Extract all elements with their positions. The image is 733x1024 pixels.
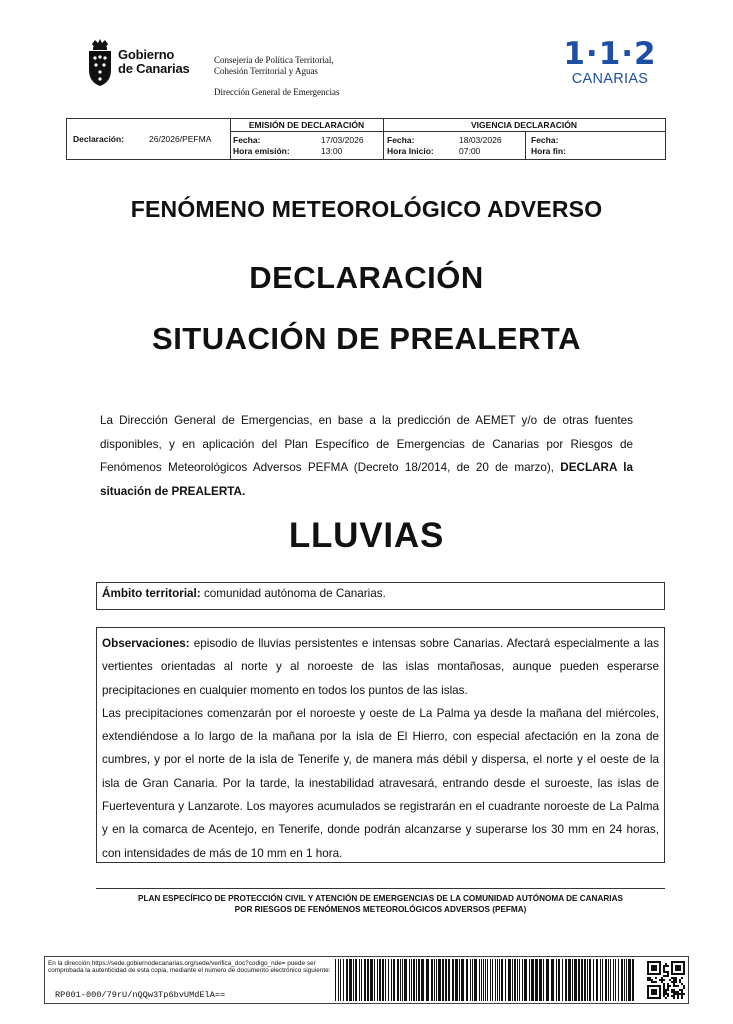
direccion-general: Dirección General de Emergencias — [214, 87, 340, 97]
observaciones-box — [96, 627, 665, 863]
observaciones-text-1: episodio de lluvias persistentes e intensas sobre Canarias. Afectará especialmente a las vertientes orientadas al norte y al noroeste de las islas montañosas, aunque pueden esperarse precipitaciones en cualquier momento en todos los puntos de las islas. — [102, 637, 659, 697]
footer-divider-top — [96, 888, 665, 889]
emision-hora-value: 13:00 — [321, 146, 343, 156]
emision-fecha-value: 17/03/2026 — [321, 135, 364, 145]
footer-line1: PLAN ESPECÍFICO DE PROTECCIÓN CIVIL Y ATENCIÓN DE EMERGENCIAS DE LA COMUNIDAD AUTÓNOMA DE CANARIAS — [138, 894, 623, 903]
ambito-value: comunidad autónoma de Canarias. — [203, 587, 386, 600]
gov-name-line1: Gobierno — [118, 47, 175, 62]
emision-header: EMISIÓN DE DECLARACIÓN — [248, 120, 365, 130]
consejeria-line2: Cohesión Territorial y Aguas — [214, 66, 318, 76]
footer-line2: POR RIESGOS DE FENÓMENOS METEOROLÓGICOS ADVERSOS (PEFMA) — [234, 905, 527, 914]
phenomenon-title: FENÓMENO METEOROLÓGICO ADVERSO — [130, 196, 603, 222]
observaciones-paragraph-2: Las precipitaciones comenzarán por el noroeste y oeste de La Palma ya desde la mañana del miércoles, extendiéndose a lo largo de la mañana por la isla de El Hierro, con especial afectación en la zona de cumbres, y por el norte de la isla de Tenerife y, de manera más débil y dispersa, el norte y el oeste de la isla de Gran Canaria. Por la tarde, la inestabilidad atravesará, entrando desde el suroeste, las islas de Fuerteventura y Lanzarote. Los mayores acumulados se registrarán en el cuadrante noroeste de La Palma y en la comarca de Acentejo, en Tenerife, donde podrán alcanzarse y superarse los 30 mm en 24 horas, con intensidades de más de 10 mm en 1 hora. — [102, 706, 659, 860]
footer-plan-text — [96, 893, 665, 915]
intro-declaration-bold: DECLARA la situación de PREALERTA. — [100, 461, 633, 498]
observaciones-label: Observaciones: — [102, 637, 190, 650]
logo-112-text: CANARIAS — [571, 71, 649, 87]
barcode-image — [335, 959, 635, 1001]
intro-text: La Dirección General de Emergencias, en base a la predicción de AEMET y/o de otras fuentes disponibles, y en aplicación del Plan Específico de Emergencias de Canarias por Riesgos de Fenómenos Meteorológicos Adversos PEFMA (Decreto 18/2014, de 20 de marzo), — [100, 414, 633, 474]
vigencia-header: VIGENCIA DECLARACIÓN — [471, 120, 577, 130]
situacion-title: SITUACIÓN DE PREALERTA — [152, 321, 581, 356]
logo-112-number: 1·1·2 — [563, 36, 657, 72]
declaracion-title: DECLARACIÓN — [249, 260, 484, 295]
consejeria-name — [214, 55, 334, 77]
observaciones-paragraph-1 — [102, 632, 659, 702]
fin-hora-label: Hora fin: — [531, 146, 566, 156]
emision-hora-label: Hora emisión: — [233, 146, 290, 156]
gov-name-line2: de Canarias — [118, 61, 190, 76]
fin-fecha-label: Fecha: — [531, 135, 559, 145]
coat-of-arms-icon — [86, 38, 114, 88]
consejeria-line1: Consejería de Política Territorial, — [214, 55, 334, 65]
gobierno-canarias-logo — [86, 38, 206, 90]
declaracion-label: Declaración: — [73, 134, 125, 144]
verification-strip — [44, 956, 689, 1004]
qr-code-image — [647, 961, 685, 999]
verification-text: En la dirección https://sede.gobiernodecanarias.org/sede/verifica_doc?codigo_nde= puede ser comprobada la autenticidad de esta copia, mediante el número de documento electrónico siguiente: — [48, 960, 331, 975]
declaration-info-table — [66, 118, 666, 160]
vigencia-hora-label: Hora Inicio: — [387, 146, 434, 156]
declaracion-value: 26/2026/PEFMA — [149, 134, 212, 144]
vigencia-fecha-value: 18/03/2026 — [459, 135, 502, 145]
vigencia-fecha-label: Fecha: — [387, 135, 415, 145]
intro-paragraph — [100, 409, 633, 503]
ambito-box — [96, 582, 665, 610]
emision-fecha-label: Fecha: — [233, 135, 261, 145]
verification-code: RP001-000/79rU/nQQw3Tp6bvUMdElA== — [55, 990, 226, 1000]
vigencia-hora-value: 07:00 — [459, 146, 481, 156]
phenomenon-name: LLUVIAS — [288, 516, 445, 555]
logo-112-canarias — [560, 38, 660, 94]
ambito-label: Ámbito territorial: — [102, 587, 201, 600]
